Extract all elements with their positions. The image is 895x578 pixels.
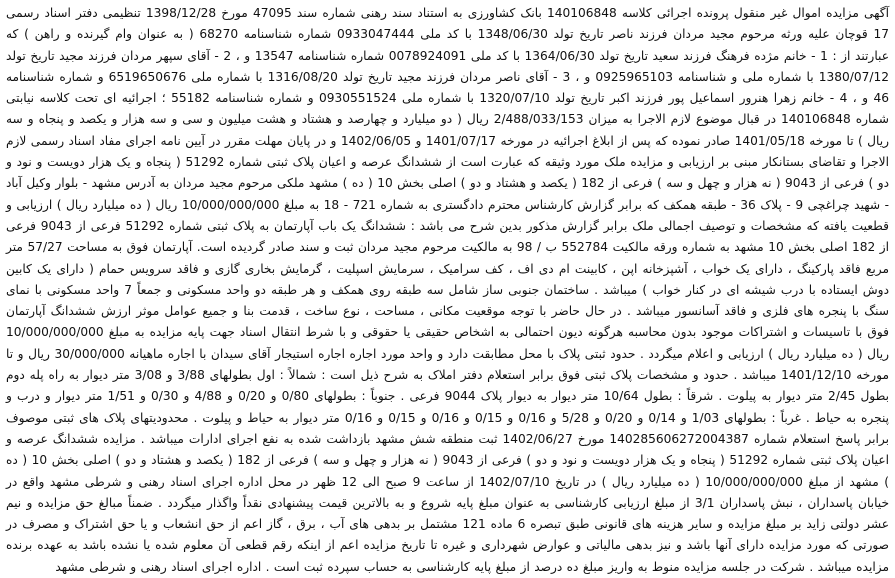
- notice-text: آگهی مزایده اموال غیر منقول پرونده اجرائی کلاسه 140106848 بانک کشاورزی به استناد سند رهنی شماره سند 47095 مورخ 1398/12/28 تنظیمی دفتر اسناد رسمی 17 قوچان علیه ورثه مرحوم مجید مردان فرزند ناصر تاریخ تولد 1348/06/30 با کد ملی 0933047444 شماره شناسنامه 68270 ( به عنوان وام گیرنده و راهن ) که عبارتند از : 1 - خانم مژده فرهنگ فرزند سعید تاریخ تولد 1364/06/30 با کد ملی 0078924091 شماره شناسنامه 13547 و ، 2 - آقای سپهر مردان فرزند مجید تاریخ تولد 1380/07/12 با شماره ملی و شناسنامه 0925965103 و ، 3 - آقای ناصر مردان فرزند مجید تاریخ تولد 1316/08/20 با شماره ملی 6519650676 و شماره شناسنامه 46 و ، 4 - خانم زهرا هنرور اسماعیل پور فرزند اکبر تاریخ تولد 1320/07/10 با شماره ملی 0930551524 و شماره شناسنامه 55182 ؛ اجرائیه ای تحت کلاسه نیابتی شماره 140106848 در قبال موضوع لازم الاجرا به میزان 2/488/033/153 ریال ( دو میلیارد و چهارصد و هشتاد و هشت میلیون و سی و سه هزار و یکصد و پنجاه و سه ریال ) تا مورخه 1401/05/18 صادر نموده که پس از ابلاغ اجرائیه در مورخه 1401/07/17 و 1402/06/05 و در پایان مهلت مقرر در آیین نامه اجرای مفاد اسناد رسمی لازم الاجرا و تقاضای بستانکار مبنی بر ارزیابی و مزایده ملک مورد وثیقه که عبارت است از ششدانگ عرصه و اعیان پلاک ثبتی شماره 51292 ( پنجاه و یک هزار دویست و نود و دو ) فرعی از 9043 ( نه هزار و چهل و سه ) فرعی از 182 ( یکصد و هشتاد و دو ) اصلی بخش 10 ( ده ) مشهد ملکی مرحوم مجید مردان به آدرس مشهد - بلوار وکیل آباد - شهید چراغچی 9 - پلاک 36 - طبقه همکف که برابر گزارش کارشناس محترم دادگستری به شماره 721 - 18 به مبلغ 10/000/000/000 ریال ( ده میلیارد ریال ) ارزیابی و قطعیت یافته که مشخصات و توصیف اجمالی ملک برابر گزارش مذکور بدین شرح می باشد : ششدانگ یک باب آپارتمان به پلاک ثبتی شماره 51292 فرعی از 9043 فرعی از 182 اصلی بخش 10 مشهد به شماره ورقه مالکیت 552784 ب / 98 به مالکیت مرحوم مجید مردان ثبت و سند صادر گردیده است. آپارتمان فوق به مساحت 57/27 متر مربع فاقد پارکینگ ، دارای یک خواب ، آشپزخانه اپن ، کابینت ام دی اف ، کف سرامیک ، سرمایش اسپلیت ، گرمایش بخاری گازی و فاقد سرویس حمام ( دارای یک کابین دوش ایستاده با درب شیشه ای در کنار خواب ) میباشد . ساختمان جنوبی ساز شامل سه طبقه روی همکف و هر طبقه دو واحد مسکونی و جمعاً 7 واحد مسکونی با نمای سنگ با پنجره های فلزی و فاقد آسانسور میباشد . در حال حاضر با توجه موقعیت مکانی ، مساحت ، نوع ساخت ، قدمت بنا و جمیع عوامل موثر ارزش ششدانگ آپارتمان فوق با تاسیسات و اشتراکات موجود بدون محاسبه هرگونه دیون احتمالی به اشخاص حقیقی یا حقوقی و با شرط انتقال اسناد جهت پایه مزایده به مبلغ 10/000/000/000 ریال ( ده میلیارد ریال ) ارزیابی و اعلام میگردد . حدود ثبتی پلاک با محل مطابقت دارد و واحد مورد اجاره اجاره استیجار آقای سیدان با اجاره ماهیانه 30/000/000 ریال و تا مورخه 1401/12/10 میباشد . حدود و مشخصات پلاک ثبتی فوق برابر استعلام دفتر املاک به شرح ذیل است : شمالاً : اول بطولهای 3/88 و 3/08 متر دیوار به راه پله دوم بطول 2/45 متر دیوار به پیلوت . شرقاً : بطول 10/64 متر دیوار به دیوار پلاک 9044 فرعی . جنوباً : بطولهای 0/80 و 0/20 و 4/88 و 0/30 و 1/51 متر دیوار و درب و پنجره به حیاط . غرباً : بطولهای 1/03 و 0/14 و 0/20 و 5/28 و 0/16 و 0/15 و 0/16 و 0/15 و 0/16 متر دیوار به حیاط و پیلوت . محدودیتهای پلاک های ثبتی موصوف برابر پاسخ استعلام شماره 140285606272004387 مورخ 1402/06/27 ثبت منطقه شش مشهد بازداشت شده به نفع اجرای ادارات میباشد . مزایده ششدانگ عرصه و اعیان پلاک ثبتی شماره 51292 ( پنجاه و یک هزار دویست و نود و دو ) فرعی از 9043 ( نه هزار و چهل و سه ) فرعی از 182 ( یکصد و هشتاد و دو ) اصلی بخش 10 ( ده ) مشهد از مبلغ 10/000/000/000 ( ده میلیارد ریال ) در تاریخ 1402/07/10 از ساعت 9 صبح الی 12 ظهر در محل اداره اجرای اسناد رهنی و شرطی مشهد واقع در خیابان پاسداران ، نبش پاسداران 3/1 از مبلغ ارزیابی کارشناسی به عنوان مبلغ پایه شروع و به بالاترین قیمت پیشنهادی نقداً واگذار میگردد . ضمناً مبالغ حق مزایده و نیم عشر دولتی زاید بر مبلغ مزایده و سایر هزینه های قانونی طبق تبصره 6 ماده 121 مشتمل بر بدهی های آب ، برق ، گاز اعم از حق انشعاب و یا حق اشتراک و مصرف در صورتی که مورد مزایده دارای آنها باشد و نیز بدهی مالیاتی و عوارض شهرداری و غیره تا تاریخ مزایده اعم از اینکه رقم قطعی آن معلوم شده یا نشده باشد به عهده برنده مزایده میباشد . شرکت در جلسه مزایده منوط به واریز مبلغ ده درصد از مبلغ پایه کارشناسی به حساب سپرده ثبت است . اداره اجرای اسناد رهنی و شرطی مشهد: [6, 6, 890, 574]
